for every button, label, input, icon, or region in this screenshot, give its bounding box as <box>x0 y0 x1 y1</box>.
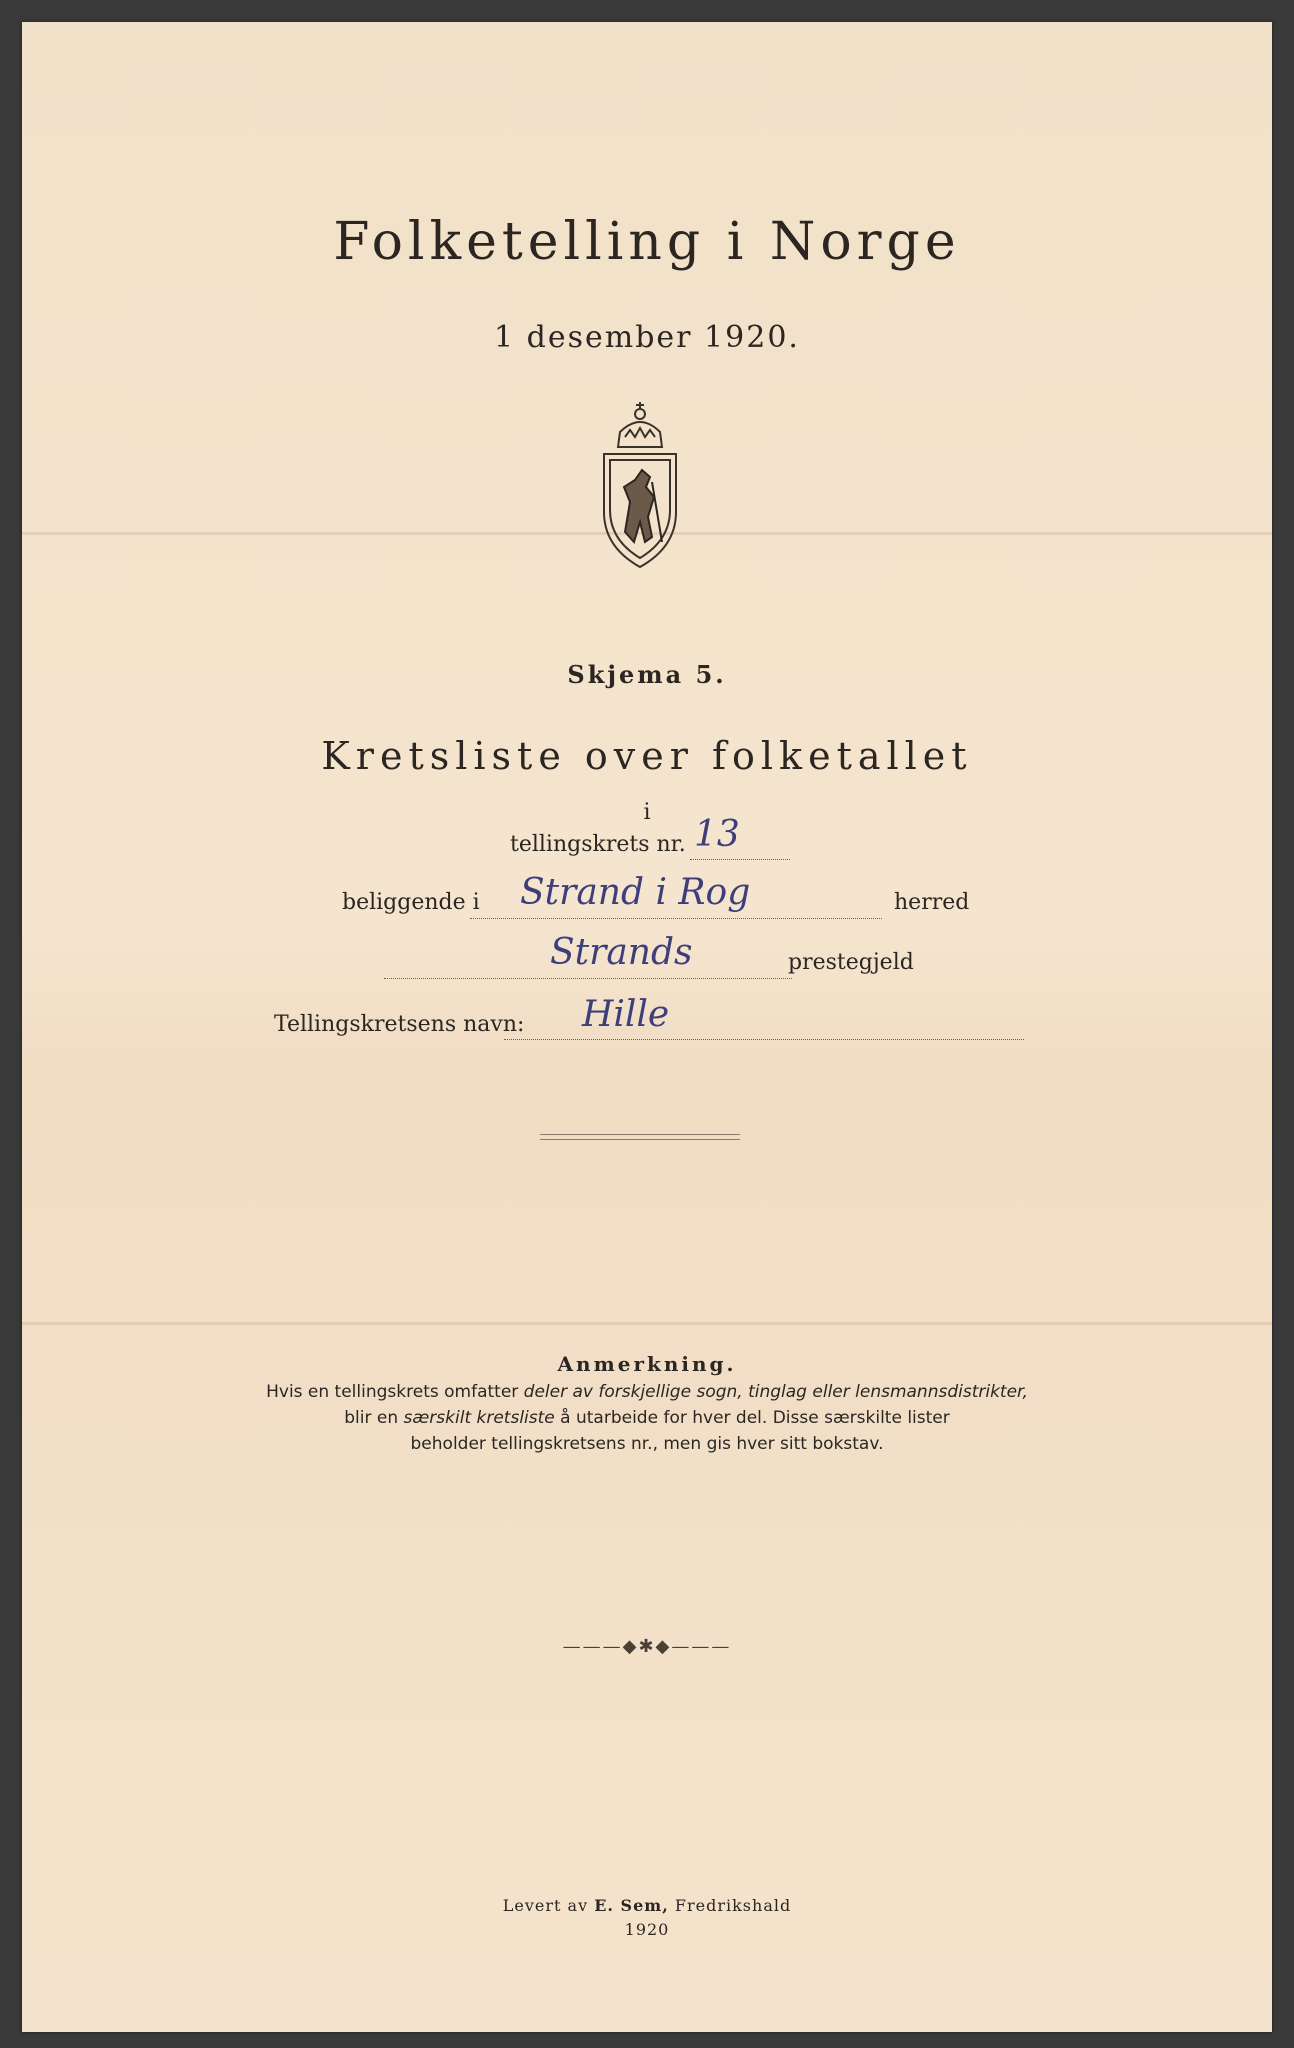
nr-field-line <box>690 858 790 860</box>
note-line-1-text: Hvis en tellingskrets omfatter <box>266 1382 524 1402</box>
note-heading: Anmerkning. <box>557 1352 737 1376</box>
nr-value: 13 <box>694 814 740 855</box>
form-heading: Kretsliste over folketallet <box>321 734 973 778</box>
herred-label: herred <box>894 890 970 915</box>
census-form-page <box>22 22 1272 2032</box>
herred-field-line <box>470 917 882 919</box>
note-line-2 <box>182 1408 1112 1428</box>
ornament-divider: ———◆✱◆——— <box>562 1636 732 1657</box>
printer-credit <box>22 1896 1272 1915</box>
prestegjeld-label: prestegjeld <box>788 950 914 975</box>
navn-field-line <box>504 1038 1024 1040</box>
note-line-2-rest: å utarbeide for hver del. Disse særskilte lister <box>554 1408 950 1428</box>
print-year: 1920 <box>624 1920 670 1939</box>
nr-label: tellingskrets nr. <box>510 832 686 857</box>
note-line-1-italic: deler av forskjellige sogn, tinglag eller lensmannsdistrikter, <box>523 1382 1028 1402</box>
printer-credit-prefix: Levert av <box>502 1896 595 1915</box>
document-title: Folketelling i Norge <box>333 212 961 272</box>
navn-value: Hille <box>582 994 670 1035</box>
beliggende-label: beliggende i <box>342 890 480 915</box>
prestegjeld-value: Strands <box>550 932 693 973</box>
fold-line <box>22 1322 1272 1325</box>
note-line-1 <box>182 1382 1112 1402</box>
navn-label: Tellingskretsens navn: <box>274 1012 525 1037</box>
note-line-3: beholder tellingskretsens nr., men gis hver sitt bokstav. <box>410 1434 884 1454</box>
printer-name: E. Sem, <box>594 1896 669 1915</box>
form-number: Skjema 5. <box>567 660 727 689</box>
connector-word: i <box>643 800 651 825</box>
note-line-2-text: blir en <box>344 1408 404 1428</box>
printer-location: Fredrikshald <box>668 1896 792 1915</box>
divider-rule <box>540 1134 740 1140</box>
herred-value: Strand i Rog <box>520 872 751 913</box>
norwegian-coat-of-arms-icon <box>590 392 690 592</box>
note-line-2-italic: særskilt kretsliste <box>403 1408 555 1428</box>
document-date: 1 desember 1920. <box>494 320 800 355</box>
prestegjeld-field-line <box>384 977 792 979</box>
